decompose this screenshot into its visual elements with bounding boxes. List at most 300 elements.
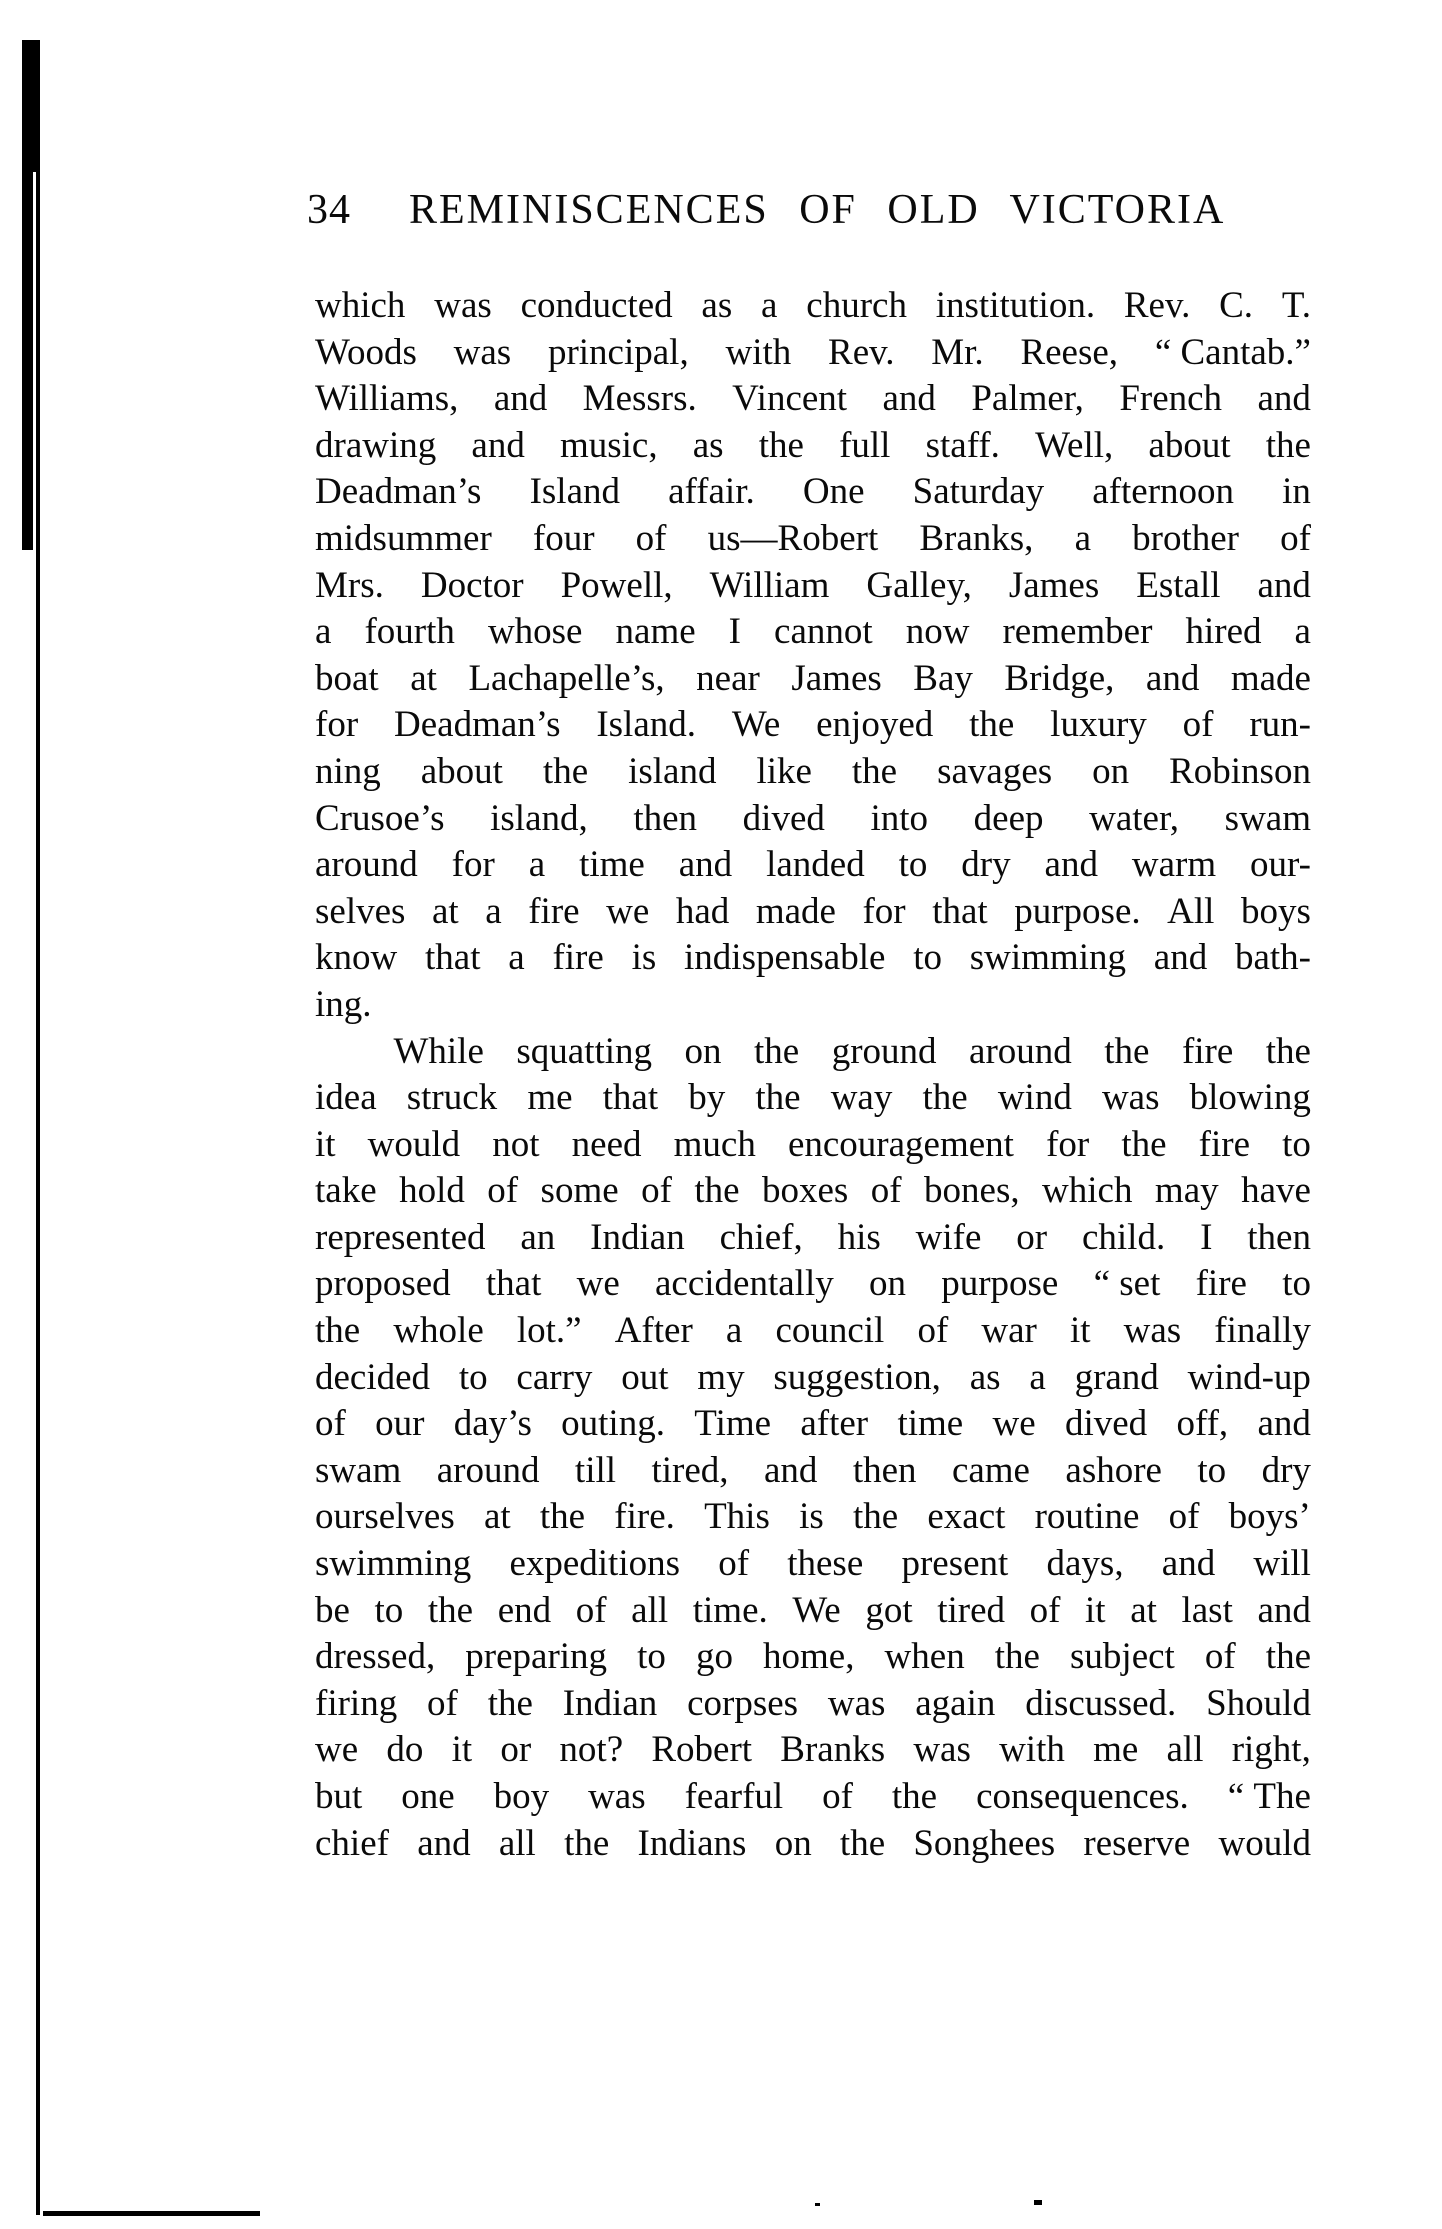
word: that: [602, 1077, 659, 1119]
word: discussed.: [1025, 1682, 1177, 1724]
word: selves: [315, 890, 406, 932]
word: the: [1104, 1030, 1150, 1072]
word: came: [951, 1449, 1030, 1491]
word: drawing: [315, 424, 437, 466]
word: was: [588, 1776, 646, 1817]
word: again: [915, 1682, 996, 1724]
word: of: [917, 1310, 949, 1352]
word: of: [718, 1543, 750, 1585]
word: boat: [315, 657, 379, 699]
word: for: [315, 704, 359, 746]
word: days,: [1046, 1543, 1124, 1585]
word: boys’: [1228, 1496, 1311, 1538]
word: the: [487, 1682, 533, 1724]
word: for: [1046, 1123, 1090, 1165]
word: remember: [1002, 611, 1153, 653]
word: firing: [315, 1682, 398, 1724]
text-line: [315, 1122, 1311, 1169]
word: was: [1101, 1077, 1160, 1119]
word: on: [684, 1030, 722, 1072]
word: Indian: [562, 1682, 658, 1724]
word: had: [675, 890, 730, 932]
text-line: [315, 1215, 1311, 1262]
text-line: [315, 1261, 1311, 1308]
word: some: [540, 1170, 619, 1212]
word: Rev.: [1123, 285, 1191, 326]
word: landed: [766, 844, 865, 886]
word: by: [688, 1077, 726, 1119]
word: the: [1265, 424, 1311, 466]
body-text: [315, 283, 1311, 1867]
word: church: [806, 285, 907, 326]
text-line: [315, 749, 1311, 796]
word: Robert: [651, 1729, 753, 1771]
word: is: [631, 937, 657, 979]
text-line: [315, 1075, 1311, 1122]
word: of: [1204, 1636, 1236, 1678]
word: was: [913, 1729, 971, 1771]
word: music,: [559, 424, 658, 466]
word: our-: [1250, 844, 1311, 886]
text-line: [315, 982, 1311, 1029]
word: the: [922, 1077, 968, 1119]
word: then: [633, 797, 698, 839]
word: squatting: [516, 1030, 653, 1072]
word: Williams,: [315, 378, 459, 420]
word: Time: [694, 1403, 772, 1445]
word: and: [417, 1822, 471, 1864]
word: Deadman’s: [315, 471, 482, 513]
word: Indians: [637, 1822, 747, 1864]
word: routine: [1034, 1496, 1140, 1538]
text-line: [315, 1308, 1311, 1355]
word: fire.: [614, 1496, 675, 1538]
word: consequences.: [976, 1776, 1189, 1817]
word: an: [520, 1216, 556, 1258]
word: whole: [393, 1310, 484, 1352]
word: Deadman’s: [394, 704, 561, 746]
word: wife: [915, 1216, 982, 1258]
word: expeditions: [509, 1543, 681, 1585]
word: water,: [1089, 797, 1180, 839]
word: Bridge,: [1004, 657, 1115, 699]
word: deep: [973, 797, 1044, 839]
word: fire: [1198, 1123, 1250, 1165]
text-line: [315, 1168, 1311, 1215]
word: wind-up: [1187, 1356, 1311, 1398]
word: of: [427, 1682, 458, 1724]
word: present: [901, 1543, 1009, 1585]
word: run-: [1249, 704, 1311, 746]
word: about: [1148, 424, 1231, 466]
word: Rev.: [828, 331, 895, 373]
word: We: [731, 704, 781, 746]
word: boxes: [762, 1170, 849, 1212]
word: was: [827, 1682, 886, 1724]
word: outing.: [561, 1403, 665, 1445]
word: when: [884, 1636, 965, 1678]
word: Mr.: [931, 331, 984, 373]
word: Lachapelle’s,: [468, 657, 665, 699]
word: Messrs.: [582, 378, 697, 420]
text-line: [315, 1029, 1311, 1076]
word: to: [637, 1636, 666, 1678]
word: we: [992, 1403, 1036, 1445]
word: on: [774, 1822, 812, 1864]
word: and: [493, 378, 548, 420]
word: as: [692, 424, 724, 466]
word: fearful: [684, 1776, 784, 1817]
word: grand: [1074, 1356, 1159, 1398]
word: the: [1265, 1030, 1311, 1072]
word: was: [434, 285, 492, 326]
word: and: [1257, 378, 1311, 420]
word: midsummer: [315, 517, 492, 559]
word: and: [471, 424, 525, 466]
word: at: [483, 1496, 511, 1538]
word: Doctor: [420, 564, 524, 606]
word: made: [755, 890, 836, 932]
word: of: [1029, 1589, 1061, 1631]
word: off,: [1176, 1403, 1229, 1445]
word: Branks,: [919, 517, 1034, 559]
word: Robinson: [1169, 750, 1311, 792]
word: it: [451, 1729, 473, 1771]
word: a: [528, 844, 546, 886]
word: island: [628, 750, 717, 792]
text-line: [315, 1541, 1311, 1588]
scan-artifact-binding-bar-lower: [22, 168, 33, 550]
word: a: [761, 285, 778, 326]
word: one: [401, 1776, 455, 1817]
word: of: [575, 1589, 607, 1631]
word: Powell,: [560, 564, 673, 606]
word: around: [315, 844, 418, 886]
word: was: [1123, 1310, 1182, 1352]
word: on: [1092, 750, 1130, 792]
word: fourth: [364, 611, 455, 653]
word: a: [1029, 1356, 1046, 1398]
word: One: [802, 471, 865, 513]
word: accidentally: [655, 1263, 834, 1305]
word: the: [564, 1822, 610, 1864]
word: we: [606, 890, 650, 932]
word: made: [1230, 657, 1311, 699]
word: chief: [315, 1822, 389, 1864]
word: be: [315, 1589, 350, 1631]
word: much: [673, 1123, 756, 1165]
word: enjoyed: [816, 704, 934, 746]
word: a: [508, 937, 525, 979]
text-line: [315, 1494, 1311, 1541]
word: Woods: [315, 331, 417, 373]
word: the: [755, 1077, 801, 1119]
word: reserve: [1083, 1822, 1191, 1864]
word: afternoon: [1092, 471, 1235, 513]
word: decided: [315, 1356, 431, 1398]
word: the: [839, 1822, 886, 1864]
word: Estall: [1136, 564, 1221, 606]
word: French: [1119, 378, 1223, 420]
word: at: [431, 890, 459, 932]
word: and: [678, 844, 733, 886]
word: dry: [961, 844, 1011, 886]
word: or: [500, 1729, 532, 1771]
word: will: [1253, 1543, 1311, 1585]
scan-artifact-bottom-corner-line: [43, 2211, 260, 2216]
text-line: [315, 1634, 1311, 1681]
text-line: [315, 1448, 1311, 1495]
word: but: [315, 1776, 363, 1817]
word: to: [374, 1589, 404, 1631]
word: all: [1166, 1729, 1204, 1771]
word: swam: [315, 1449, 402, 1491]
word: of: [1168, 1496, 1200, 1538]
word: the: [891, 1776, 938, 1817]
word: as: [701, 285, 733, 326]
word: and: [1257, 1403, 1311, 1445]
word: that: [932, 890, 988, 932]
word: Crusoe’s: [315, 797, 445, 839]
text-line: [315, 656, 1311, 703]
word: need: [571, 1123, 642, 1165]
word: staff.: [925, 424, 1000, 466]
word: the: [539, 1496, 586, 1538]
word: Island: [529, 471, 620, 513]
word: boys: [1241, 890, 1311, 932]
text-line: [315, 283, 1311, 330]
word: Indian: [590, 1216, 685, 1258]
word: that: [425, 937, 481, 979]
word: fire: [552, 937, 604, 979]
word: around: [436, 1449, 540, 1491]
word: go: [695, 1636, 733, 1678]
word: a: [1074, 517, 1091, 559]
word: into: [870, 797, 929, 839]
word: T.: [1281, 285, 1311, 326]
word: the: [754, 1030, 800, 1072]
word: know: [315, 937, 398, 979]
word: we: [315, 1729, 359, 1771]
word: Mrs.: [315, 564, 384, 606]
word: hired: [1185, 611, 1262, 653]
word: and: [1257, 1589, 1311, 1631]
word: a: [725, 1310, 743, 1352]
word: day’s: [453, 1403, 532, 1445]
text-line: [315, 1355, 1311, 1402]
word: or: [1016, 1216, 1048, 1258]
word: tired,: [651, 1449, 729, 1491]
word: would: [1218, 1822, 1311, 1864]
word: and: [1161, 1543, 1216, 1585]
word: Songhees: [913, 1822, 1056, 1864]
word: warm: [1131, 844, 1217, 886]
word: of: [870, 1170, 902, 1212]
word: Bay: [913, 657, 973, 699]
text-line: [315, 469, 1311, 516]
word: whose: [487, 611, 583, 653]
word: of: [822, 1776, 853, 1817]
word: Island.: [596, 704, 697, 746]
word: me: [527, 1077, 573, 1119]
word: and: [763, 1449, 818, 1491]
word: All: [1167, 890, 1215, 932]
text-line: [315, 563, 1311, 610]
word: a: [315, 611, 332, 653]
word: cannot: [774, 611, 873, 653]
scan-artifact-speck: [1034, 2200, 1042, 2205]
word: we: [576, 1263, 620, 1305]
word: at: [410, 657, 437, 699]
word: the: [969, 704, 1015, 746]
word: and: [1145, 657, 1200, 699]
word: about: [420, 750, 503, 792]
word: way: [830, 1077, 893, 1119]
text-line: [315, 1588, 1311, 1635]
word: in: [1282, 471, 1311, 513]
word: bones,: [924, 1170, 1020, 1212]
word: for: [451, 844, 495, 886]
word: a: [485, 890, 502, 932]
text-line: [315, 1774, 1311, 1821]
word: time.: [692, 1589, 768, 1631]
word: Reese,: [1020, 331, 1119, 373]
word: corpses: [687, 1682, 799, 1724]
word: with: [999, 1729, 1065, 1771]
word: child.: [1081, 1216, 1166, 1258]
word: home,: [763, 1636, 855, 1678]
text-line: [315, 330, 1311, 377]
word: struck: [406, 1077, 498, 1119]
word: for: [862, 890, 906, 932]
word: last: [1181, 1589, 1233, 1631]
paragraph-indent: [315, 1029, 361, 1076]
word: proposed: [315, 1263, 451, 1305]
word: “ The: [1227, 1776, 1311, 1817]
word: idea: [315, 1077, 377, 1119]
word: James: [791, 657, 882, 699]
word: got: [865, 1589, 913, 1631]
word: is: [799, 1496, 824, 1538]
word: blowing: [1189, 1077, 1311, 1119]
word: it: [315, 1123, 336, 1165]
word: may: [1154, 1170, 1219, 1212]
word: our: [375, 1403, 425, 1445]
running-head: [307, 188, 1307, 232]
word: lot.”: [516, 1310, 582, 1352]
word: would: [367, 1123, 461, 1165]
word: ashore: [1065, 1449, 1162, 1491]
word: principal,: [547, 331, 689, 373]
word: C.: [1219, 285, 1254, 326]
word: encouragement: [787, 1123, 1014, 1165]
word: Should: [1206, 1682, 1311, 1724]
word: swimming: [969, 937, 1126, 979]
word: swimming: [315, 1543, 472, 1585]
word: on: [868, 1263, 906, 1305]
word: dived: [1064, 1403, 1148, 1445]
word: time: [897, 1403, 964, 1445]
word: war: [981, 1310, 1037, 1352]
word: Well,: [1035, 424, 1114, 466]
word: ing.: [315, 983, 372, 1025]
word: me: [1093, 1729, 1139, 1771]
word: take: [315, 1170, 377, 1212]
word: of: [487, 1170, 519, 1212]
word: near: [696, 657, 760, 699]
word: suggestion,: [773, 1356, 941, 1398]
word: “ set: [1093, 1263, 1161, 1305]
word: ground: [831, 1030, 937, 1072]
word: brother: [1132, 517, 1239, 559]
word: then: [1247, 1216, 1311, 1258]
word: of: [641, 1170, 672, 1212]
word: bath-: [1234, 937, 1311, 979]
word: to: [898, 844, 928, 886]
word: it: [1085, 1589, 1106, 1631]
word: I: [1200, 1216, 1213, 1258]
word: a: [1294, 611, 1311, 653]
word: was: [453, 331, 512, 373]
word: my: [697, 1356, 745, 1398]
text-line: [315, 1681, 1311, 1728]
word: full: [839, 424, 891, 466]
text-line: [315, 1727, 1311, 1774]
word: it: [1069, 1310, 1091, 1352]
word: the: [852, 1496, 899, 1538]
word: purpose: [941, 1263, 1059, 1305]
word: then: [852, 1449, 917, 1491]
word: “ Cantab.”: [1154, 331, 1311, 373]
word: the: [427, 1589, 474, 1631]
word: as: [969, 1356, 1001, 1398]
word: the: [542, 750, 589, 792]
word: and: [1044, 844, 1098, 886]
word: have: [1241, 1170, 1311, 1212]
word: out: [621, 1356, 669, 1398]
scan-artifact-page-edge-line: [36, 42, 40, 2215]
text-line: [315, 935, 1311, 982]
word: at: [1130, 1589, 1157, 1631]
word: island,: [490, 797, 588, 839]
word: the: [694, 1170, 740, 1212]
word: the: [851, 750, 898, 792]
word: to: [1197, 1449, 1227, 1491]
word: indispensable: [684, 937, 886, 979]
word: ning: [315, 750, 381, 792]
word: savages: [937, 750, 1053, 792]
word: preparing: [465, 1636, 608, 1678]
text-line: [315, 842, 1311, 889]
word: Galley,: [866, 564, 972, 606]
word: around: [969, 1030, 1072, 1072]
word: after: [800, 1403, 869, 1445]
word: the: [758, 424, 804, 466]
word: like: [756, 750, 812, 792]
word: conducted: [520, 285, 673, 326]
text-line: [315, 1821, 1311, 1868]
word: institution.: [935, 285, 1096, 326]
word: hold: [399, 1170, 465, 1212]
word: right,: [1231, 1729, 1311, 1771]
word: all: [498, 1822, 536, 1864]
word: to: [458, 1356, 488, 1398]
word: dived: [742, 797, 825, 839]
word: tired: [937, 1589, 1006, 1631]
text-line: [315, 889, 1311, 936]
word: not?: [559, 1729, 624, 1771]
word: fire: [1181, 1030, 1234, 1072]
